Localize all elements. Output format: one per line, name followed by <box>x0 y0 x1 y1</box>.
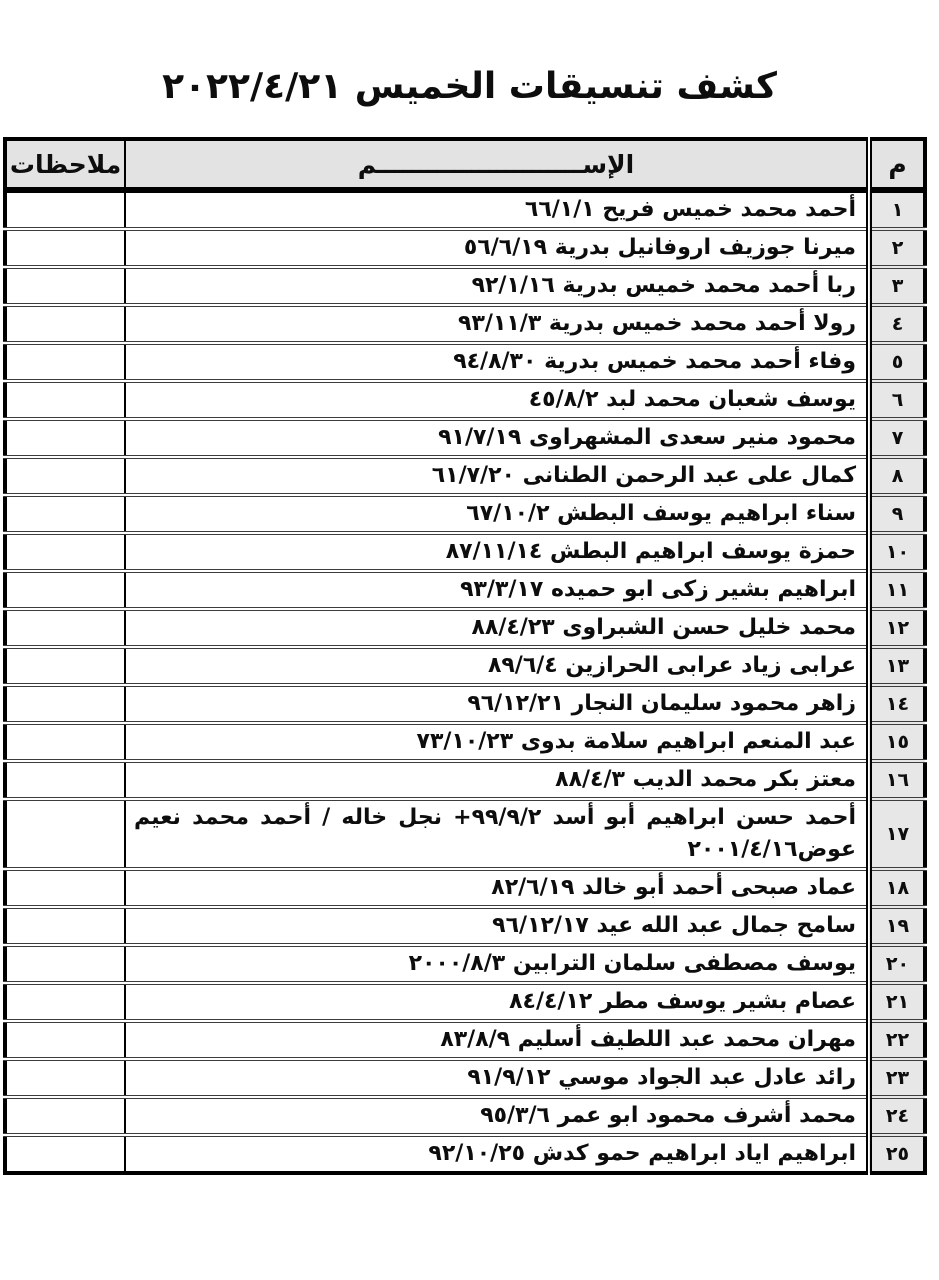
row-number-cell: ٢ <box>869 229 925 267</box>
row-notes-cell <box>5 381 125 419</box>
table-row <box>5 609 925 647</box>
table-row <box>5 1059 925 1097</box>
row-number-cell: ١١ <box>869 571 925 609</box>
table-body <box>5 190 925 1173</box>
table-row <box>5 381 925 419</box>
row-name-cell: ميرنا جوزيف اروفانيل بدرية ٥٦/٦/١٩ <box>125 229 869 267</box>
row-number-cell: ١٦ <box>869 761 925 799</box>
row-name-cell: مهران محمد عبد اللطيف أسليم ٨٣/٨/٩ <box>125 1021 869 1059</box>
row-number-cell: ٨ <box>869 457 925 495</box>
row-number-cell: ١٩ <box>869 907 925 945</box>
row-number-cell: ١٧ <box>869 799 925 869</box>
row-notes-cell <box>5 869 125 907</box>
row-number-cell: ٢٠ <box>869 945 925 983</box>
row-number-cell: ٣ <box>869 267 925 305</box>
row-number-cell: ١٤ <box>869 685 925 723</box>
row-name-cell: يوسف شعبان محمد لبد ٤٥/٨/٢ <box>125 381 869 419</box>
roster-table <box>3 137 927 1175</box>
row-notes-cell <box>5 305 125 343</box>
row-name-cell: عبد المنعم ابراهيم سلامة بدوى ٧٣/١٠/٢٣ <box>125 723 869 761</box>
row-name-cell: يوسف مصطفى سلمان الترابين ٢٠٠٠/٨/٣ <box>125 945 869 983</box>
row-notes-cell <box>5 1021 125 1059</box>
table-row <box>5 1021 925 1059</box>
row-notes-cell <box>5 907 125 945</box>
row-notes-cell <box>5 799 125 869</box>
table-row <box>5 190 925 229</box>
row-name-cell: ربا أحمد محمد خميس بدرية ٩٢/١/١٦ <box>125 267 869 305</box>
row-number-cell: ١ <box>869 190 925 229</box>
header-row <box>5 139 925 190</box>
table-row <box>5 983 925 1021</box>
row-name-cell: عماد صبحى أحمد أبو خالد ٨٢/٦/١٩ <box>125 869 869 907</box>
row-name-cell: محمد خليل حسن الشبراوى ٨٨/٤/٢٣ <box>125 609 869 647</box>
row-number-cell: ١٥ <box>869 723 925 761</box>
row-notes-cell <box>5 190 125 229</box>
table-header <box>5 139 925 190</box>
table-row <box>5 229 925 267</box>
row-notes-cell <box>5 419 125 457</box>
row-notes-cell <box>5 761 125 799</box>
row-notes-cell <box>5 457 125 495</box>
row-number-cell: ٧ <box>869 419 925 457</box>
table-row <box>5 457 925 495</box>
row-notes-cell <box>5 267 125 305</box>
column-header-number: م <box>869 139 925 190</box>
row-number-cell: ١٨ <box>869 869 925 907</box>
table-row <box>5 685 925 723</box>
row-number-cell: ٥ <box>869 343 925 381</box>
table-row <box>5 343 925 381</box>
row-notes-cell <box>5 1059 125 1097</box>
table-row <box>5 267 925 305</box>
row-name-cell: معتز بكر محمد الديب ٨٨/٤/٣ <box>125 761 869 799</box>
row-notes-cell <box>5 1097 125 1135</box>
page-title: كشف تنسيقات الخميس ٢٠٢٢/٤/٢١ <box>162 66 777 107</box>
row-name-cell: ابراهيم بشير زكى ابو حميده ٩٣/٣/١٧ <box>125 571 869 609</box>
row-name-cell: أحمد محمد خميس فريح ٦٦/١/١ <box>125 190 869 229</box>
row-name-cell: زاهر محمود سليمان النجار ٩٦/١٢/٢١ <box>125 685 869 723</box>
column-header-name: الإســــــــــــــــــــــــم <box>125 139 869 190</box>
row-name-cell: عرابى زياد عرابى الحرازين ٨٩/٦/٤ <box>125 647 869 685</box>
row-number-cell: ٩ <box>869 495 925 533</box>
row-number-cell: ٦ <box>869 381 925 419</box>
row-name-cell: سناء ابراهيم يوسف البطش ٦٧/١٠/٢ <box>125 495 869 533</box>
row-name-cell: كمال على عبد الرحمن الطنانى ٦١/٧/٢٠ <box>125 457 869 495</box>
row-number-cell: ١٢ <box>869 609 925 647</box>
table-row <box>5 907 925 945</box>
table-row <box>5 799 925 869</box>
row-notes-cell <box>5 723 125 761</box>
row-name-cell: أحمد حسن ابراهيم أبو أسد ٩٩/٩/٢+ نجل خاله / أحمد محمد نعيم عوض٢٠٠١/٤/١٦ <box>125 799 869 869</box>
row-number-cell: ١٣ <box>869 647 925 685</box>
row-number-cell: ١٠ <box>869 533 925 571</box>
table-row <box>5 571 925 609</box>
table-row <box>5 305 925 343</box>
table-row <box>5 723 925 761</box>
table-row <box>5 495 925 533</box>
row-notes-cell <box>5 609 125 647</box>
row-notes-cell <box>5 647 125 685</box>
row-name-cell: وفاء أحمد محمد خميس بدرية ٩٤/٨/٣٠ <box>125 343 869 381</box>
table-row <box>5 945 925 983</box>
row-name-cell: محمد أشرف محمود ابو عمر ٩٥/٣/٦ <box>125 1097 869 1135</box>
row-name-cell: محمود منير سعدى المشهراوى ٩١/٧/١٩ <box>125 419 869 457</box>
table-row <box>5 533 925 571</box>
table-row <box>5 869 925 907</box>
row-name-cell: حمزة يوسف ابراهيم البطش ٨٧/١١/١٤ <box>125 533 869 571</box>
row-number-cell: ٢٤ <box>869 1097 925 1135</box>
row-name-cell: سامح جمال عبد الله عيد ٩٦/١٢/١٧ <box>125 907 869 945</box>
row-name-cell: عصام بشير يوسف مطر ٨٤/٤/١٢ <box>125 983 869 1021</box>
row-number-cell: ٢٢ <box>869 1021 925 1059</box>
table-row <box>5 1097 925 1135</box>
row-number-cell: ٢١ <box>869 983 925 1021</box>
row-notes-cell <box>5 945 125 983</box>
row-name-cell: ابراهيم اياد ابراهيم حمو كدش ٩٢/١٠/٢٥ <box>125 1135 869 1173</box>
table-row <box>5 761 925 799</box>
row-number-cell: ٤ <box>869 305 925 343</box>
row-notes-cell <box>5 1135 125 1173</box>
row-name-cell: رائد عادل عبد الجواد موسي ٩١/٩/١٢ <box>125 1059 869 1097</box>
column-header-notes: ملاحظات <box>5 139 125 190</box>
row-notes-cell <box>5 229 125 267</box>
row-notes-cell <box>5 685 125 723</box>
row-notes-cell <box>5 571 125 609</box>
row-name-cell: رولا أحمد محمد خميس بدرية ٩٣/١١/٣ <box>125 305 869 343</box>
row-notes-cell <box>5 983 125 1021</box>
table-row <box>5 647 925 685</box>
row-notes-cell <box>5 495 125 533</box>
table-row <box>5 1135 925 1173</box>
row-notes-cell <box>5 533 125 571</box>
row-notes-cell <box>5 343 125 381</box>
row-number-cell: ٢٣ <box>869 1059 925 1097</box>
table-row <box>5 419 925 457</box>
row-number-cell: ٢٥ <box>869 1135 925 1173</box>
